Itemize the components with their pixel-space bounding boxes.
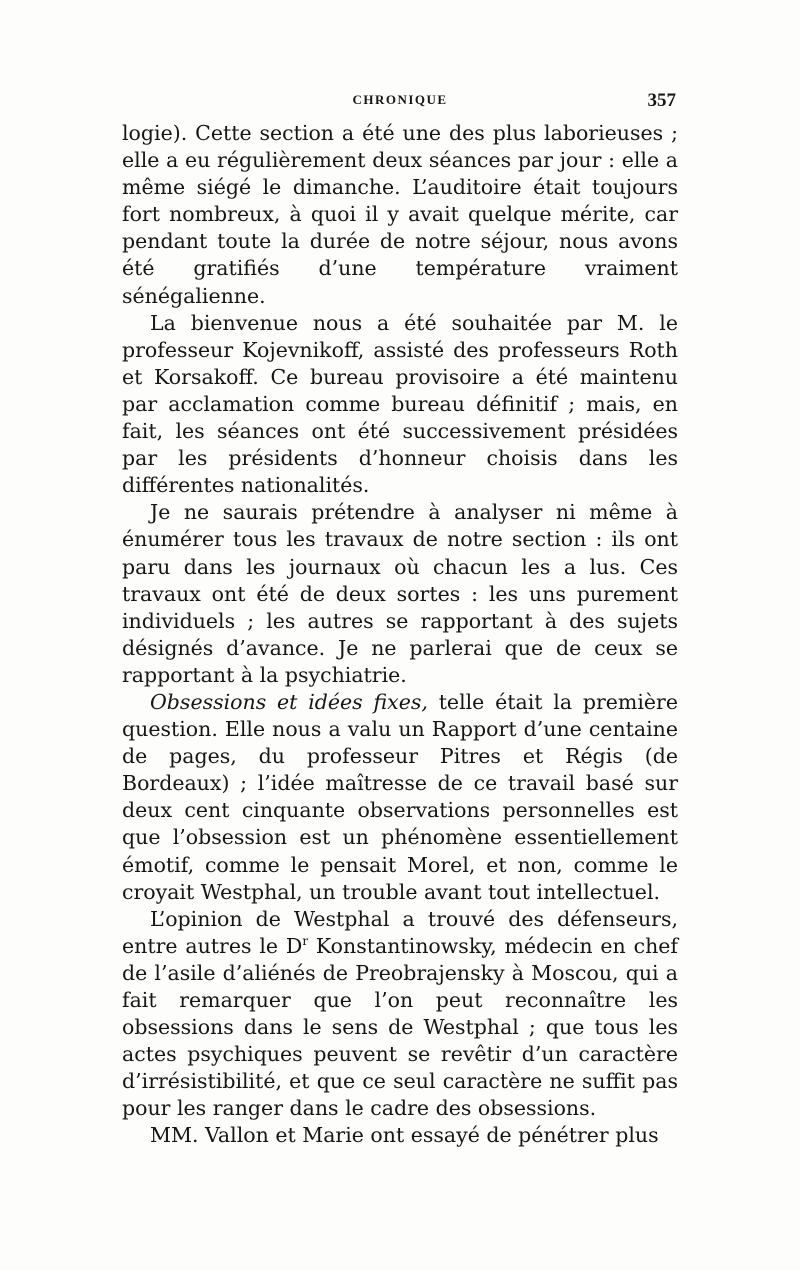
paragraph-text: telle était la première question. Elle nous a valu un Rapport d’une centaine de pages, du professeur Pitres et Régis (de Bordeaux) ; l’idée maîtresse de ce travail basé sur deux cent cinquante observations personnelles est que l’obsession est un phénomène essentiellement émotif, comme le pensait Morel, et non, comme le croyait Westphal, un trouble avant tout intellectuel. — [122, 689, 678, 904]
paragraph: Je ne saurais prétendre à analyser ni même à énumérer tous les travaux de notre section : ils ont paru dans les journaux où chacun les a lus. Ces travaux ont été de deux sortes : les uns purement individuels ; les autres se rapportant à des sujets désignés d’avance. Je ne parlerai que de ceux se rapportant à la psychiatrie. — [122, 500, 678, 687]
running-head — [122, 92, 678, 114]
superscript: r — [302, 933, 309, 948]
paragraph: La bienvenue nous a été souhaitée par M. le professeur Kojevnikoff, assisté des professeurs Roth et Korsakoff. Ce bureau provisoire a été maintenu par acclamation comme bureau définitif ; mais, en fait, les séances ont été successivement présidées par les présidents d’honneur choisis dans les différentes nationalités. — [122, 310, 678, 498]
page-number: 357 — [647, 90, 676, 111]
italic-phrase: Obsessions et idées fixes, — [150, 689, 428, 714]
running-title: CHRONIQUE — [352, 92, 448, 107]
paragraph: MM. Vallon et Marie ont essayé de pénétrer plus — [150, 1123, 659, 1148]
paragraph — [122, 689, 678, 906]
paragraph-text: L’opinion de Westphal a trouvé des défenseurs, entre autres le D — [122, 906, 678, 958]
paragraph-text: Konstantinowsky, médecin en chef de l’asile d’aliénés de Preobrajensky à Moscou, qui a fait remarquer que l’on peut reconnaître les obsessions dans le sens de Westphal ; que tous les actes psychiques peuvent se revêtir d’un caractère d’irrésistibilité, et que ce seul caractère ne suffit pas pour les ranger dans le cadre des obsessions. — [122, 933, 678, 1121]
paragraph: logie). Cette section a été une des plus laborieuses ; elle a eu régulièrement deux séances par jour : elle a même siégé le dimanche. L’auditoire était toujours fort nombreux, à quoi il y avait quelque mérite, car pendant toute la durée de notre séjour, nous avons été gratifiés d’une température vraiment sénégalienne. — [122, 121, 678, 308]
paragraph — [122, 906, 678, 1123]
body-text — [122, 120, 678, 1150]
